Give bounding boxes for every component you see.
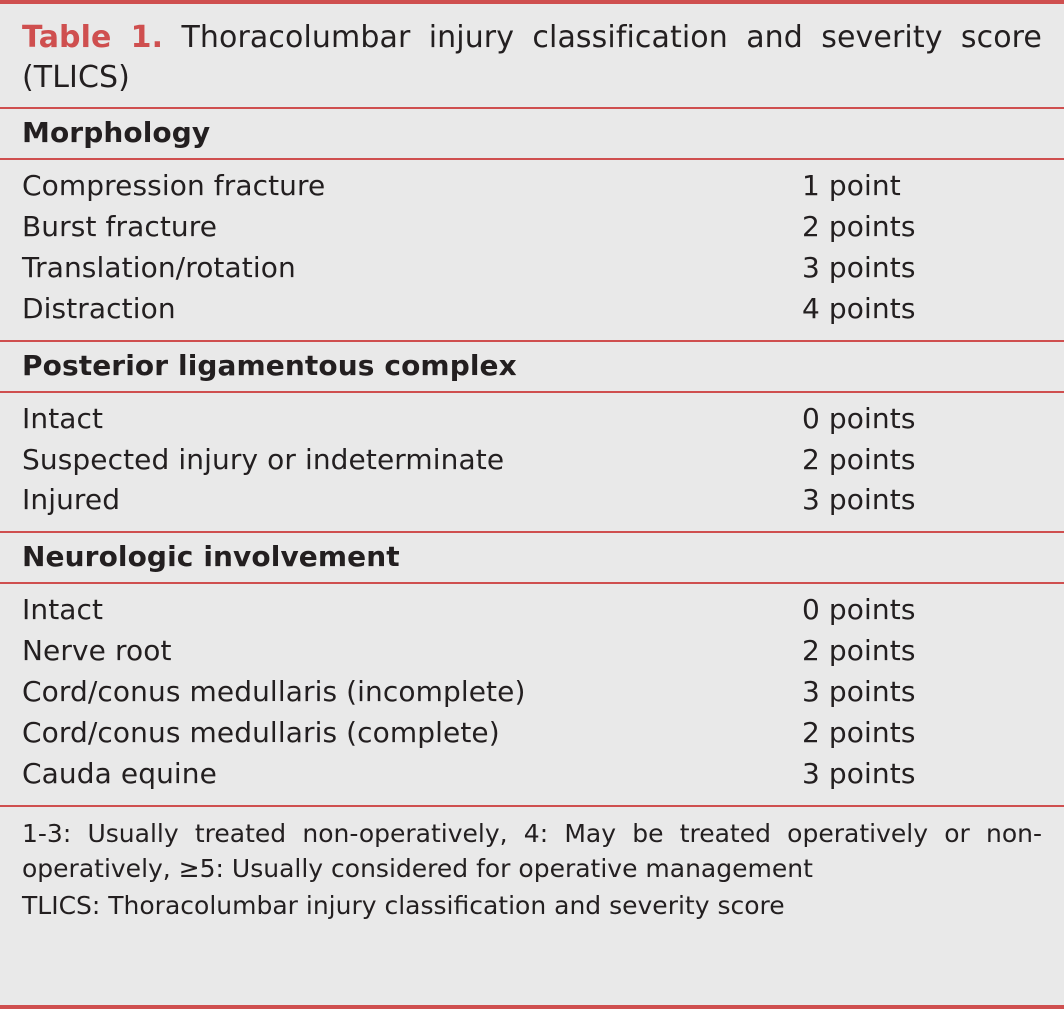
row-label: Translation/rotation	[22, 250, 296, 284]
table-row	[22, 754, 1042, 795]
row-value: 0 points	[802, 593, 916, 627]
table-row	[22, 480, 1042, 521]
row-value: 2 points	[802, 634, 916, 668]
table-caption-text: Thoracolumbar injury classification and severity score (TLICS)	[22, 20, 1042, 95]
row-value: 3 points	[802, 250, 916, 284]
footnote-scoring: 1-3: Usually treated non-operatively, 4: May be treated operatively or non-operatively, ≥5: Usually considered for operative management	[22, 818, 1042, 884]
table-caption-label: Table 1.	[22, 20, 164, 55]
row-label: Suspected injury or indeterminate	[22, 442, 505, 476]
table-row	[22, 248, 1042, 289]
row-label: Intact	[22, 401, 104, 435]
row-label: Cauda equine	[22, 756, 217, 790]
table-row	[22, 590, 1042, 631]
row-value: 2 points	[802, 715, 916, 749]
row-label: Intact	[22, 593, 104, 627]
table-row	[22, 631, 1042, 672]
row-value: 0 points	[802, 401, 916, 435]
section-heading-neurologic-involvement: Neurologic involvement	[22, 540, 400, 574]
row-label: Nerve root	[22, 634, 172, 668]
row-label: Cord/conus medullaris (incomplete)	[22, 675, 526, 709]
row-label: Burst fracture	[22, 210, 218, 244]
section-heading-morphology: Morphology	[22, 116, 211, 150]
row-label: Injured	[22, 483, 121, 517]
row-label: Compression fracture	[22, 169, 326, 203]
section-rows-morphology	[0, 160, 1064, 340]
section-rows-posterior-ligamentous-complex	[0, 393, 1064, 532]
table-row	[22, 207, 1042, 248]
section-heading-posterior-ligamentous-complex: Posterior ligamentous complex	[22, 348, 517, 382]
row-value: 2 points	[802, 442, 916, 476]
row-value: 4 points	[802, 291, 916, 325]
table-row	[22, 399, 1042, 440]
table-row	[22, 166, 1042, 207]
row-value: 3 points	[802, 675, 916, 709]
section-rows-neurologic-involvement	[0, 584, 1064, 804]
table-footnotes	[0, 807, 1064, 932]
table-row	[22, 713, 1042, 754]
row-label: Cord/conus medullaris (complete)	[22, 715, 500, 749]
row-value: 2 points	[802, 210, 916, 244]
row-value: 3 points	[802, 483, 916, 517]
row-value: 3 points	[802, 756, 916, 790]
table-caption	[0, 4, 1064, 107]
row-label: Distraction	[22, 291, 176, 325]
table-row	[22, 289, 1042, 330]
footnote-abbreviation: TLICS: Thoracolumbar injury classification and severity score	[22, 890, 785, 920]
table-row	[22, 440, 1042, 481]
row-value: 1 point	[802, 169, 901, 203]
table-row	[22, 672, 1042, 713]
